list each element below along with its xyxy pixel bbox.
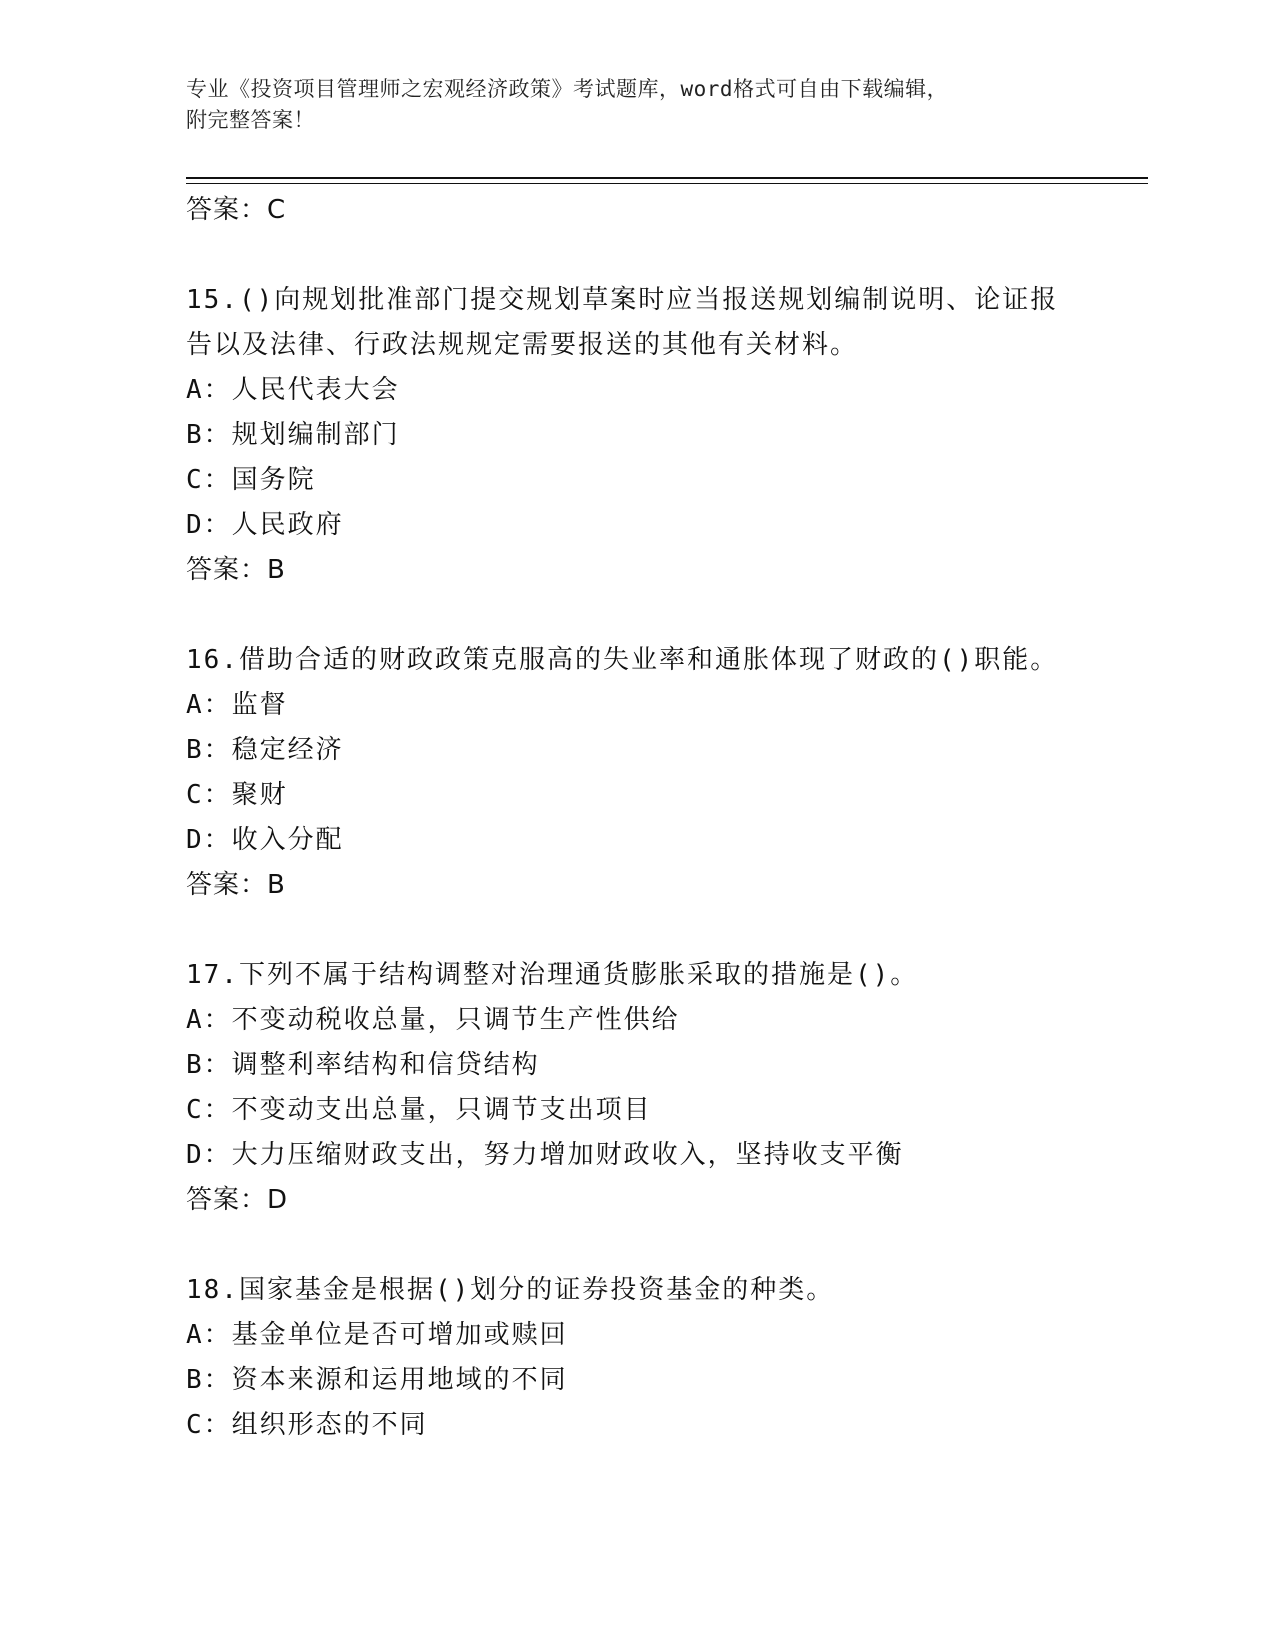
option-a: A：监督 xyxy=(186,690,288,720)
option-d: D：人民政府 xyxy=(186,510,344,540)
question-15 xyxy=(186,278,1106,593)
question-15-line-1: 15.()向规划批准部门提交规划草案时应当报送规划编制说明、论证报 xyxy=(186,285,1059,315)
option-c: C：国务院 xyxy=(186,465,316,495)
question-18-line-1: 18.国家基金是根据()划分的证券投资基金的种类。 xyxy=(186,1275,835,1305)
question-17-answer: 答案：D xyxy=(186,1185,289,1215)
question-16-line-1: 16.借助合适的财政政策克服高的失业率和通胀体现了财政的()职能。 xyxy=(186,645,1059,675)
option-c: C：组织形态的不同 xyxy=(186,1410,428,1440)
header-line-2: 附完整答案！ xyxy=(186,108,315,132)
option-b: B：调整利率结构和信贷结构 xyxy=(186,1050,540,1080)
spacer xyxy=(186,593,1106,638)
option-c: C：不变动支出总量，只调节支出项目 xyxy=(186,1095,652,1125)
option-d: D：大力压缩财政支出，努力增加财政收入，坚持收支平衡 xyxy=(186,1140,904,1170)
option-b: B：稳定经济 xyxy=(186,735,344,765)
option-b: B：资本来源和运用地域的不同 xyxy=(186,1365,568,1395)
question-15-answer: 答案：B xyxy=(186,555,286,585)
option-a: A：基金单位是否可增加或赎回 xyxy=(186,1320,568,1350)
option-a: A：人民代表大会 xyxy=(186,375,400,405)
question-17-line-1: 17.下列不属于结构调整对治理通货膨胀采取的措施是()。 xyxy=(186,960,919,990)
header-line-1: 专业《投资项目管理师之宏观经济政策》考试题库，word格式可自由下载编辑， xyxy=(186,77,949,101)
header-rule-thick xyxy=(186,177,1148,179)
spacer xyxy=(186,1223,1106,1268)
question-17 xyxy=(186,953,1106,1223)
question-16 xyxy=(186,638,1106,908)
option-c: C：聚财 xyxy=(186,780,288,810)
header-rule-thin xyxy=(186,183,1148,184)
question-content xyxy=(186,188,1106,1448)
option-a: A：不变动税收总量，只调节生产性供给 xyxy=(186,1005,680,1035)
question-15-line-2: 告以及法律、行政法规规定需要报送的其他有关材料。 xyxy=(186,330,859,360)
spacer xyxy=(186,233,1106,278)
question-18 xyxy=(186,1268,1106,1448)
option-d: D：收入分配 xyxy=(186,825,344,855)
question-16-answer: 答案：B xyxy=(186,870,286,900)
previous-answer: 答案：C xyxy=(186,195,287,225)
option-b: B：规划编制部门 xyxy=(186,420,400,450)
spacer xyxy=(186,908,1106,953)
page-header xyxy=(186,74,1086,136)
